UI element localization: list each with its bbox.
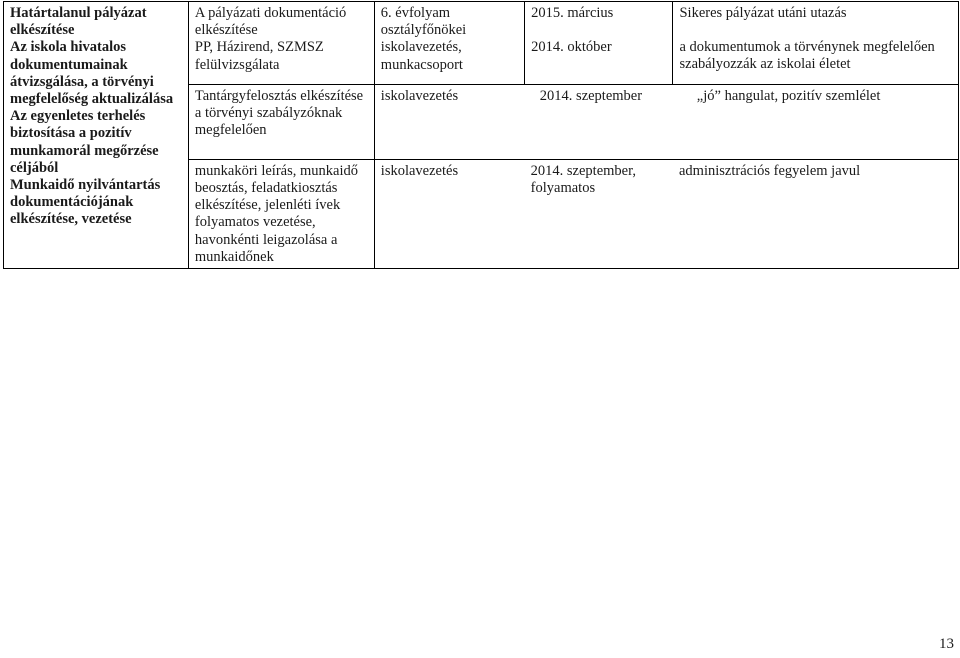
deadline-cell	[525, 2, 673, 85]
responsible-cell	[374, 2, 524, 85]
indicator-cell	[673, 159, 959, 268]
merged-cell	[374, 84, 958, 159]
task-text: PP, Házirend, SZMSZ felülvizsgálata	[194, 39, 324, 73]
objective-item: Munkaidő nyilvántartás dokumentációjának elkészítése, vezetése	[10, 177, 161, 228]
objective-item: Az egyenletes terhelés biztosítása a pozitív munkamorál megőrzése céljából	[10, 108, 159, 176]
responsible-cell	[374, 159, 524, 268]
deadline-text: 2014. szeptember	[539, 87, 643, 104]
action-plan-table	[3, 1, 959, 269]
indicator-text: „jó” hangulat, pozitív szemlélet	[696, 87, 881, 104]
task-text: A pályázati dokumentáció elkészítése	[194, 5, 347, 39]
deadline-cell	[525, 159, 673, 268]
task-cell	[188, 84, 374, 159]
responsible-text: 6. évfolyam osztályfőnökei	[380, 5, 467, 39]
task-text: munkaköri leírás, munkaidő beosztás, feladatkiosztás elkészítése, jelenléti ívek folyamatos vezetése, havonkénti leigazolása a munkaidőnek	[194, 162, 358, 265]
objective-cell	[4, 2, 189, 269]
indicator-cell	[673, 2, 959, 85]
objective-item: Az iskola hivatalos dokumentumainak átvizsgálása, a törvényi megfelelőség aktualizálása	[10, 39, 174, 108]
indicator-text: a dokumentumok a törvénynek megfelelően szabályozzák az iskolai életet	[679, 39, 935, 73]
deadline-text: 2015. március	[531, 5, 614, 21]
responsible-text: iskolavezetés	[380, 87, 459, 104]
deadline-text: 2014. szeptember, folyamatos	[530, 162, 636, 197]
table-row	[4, 2, 959, 85]
deadline-text: 2014. október	[531, 39, 612, 56]
responsible-text: iskolavezetés	[380, 162, 459, 179]
task-cell	[188, 2, 374, 85]
task-cell	[188, 159, 374, 268]
responsible-text: iskolavezetés, munkacsoport	[380, 39, 463, 73]
page-number: 13	[939, 636, 954, 652]
indicator-text: Sikeres pályázat utáni utazás	[679, 5, 847, 21]
task-text: Tantárgyfelosztás elkészítése a törvényi szabályzóknak megfelelően	[194, 87, 364, 139]
indicator-text: adminisztrációs fegyelem javul	[678, 162, 861, 179]
objective-title: Határtalanul pályázat elkészítése	[10, 5, 147, 39]
